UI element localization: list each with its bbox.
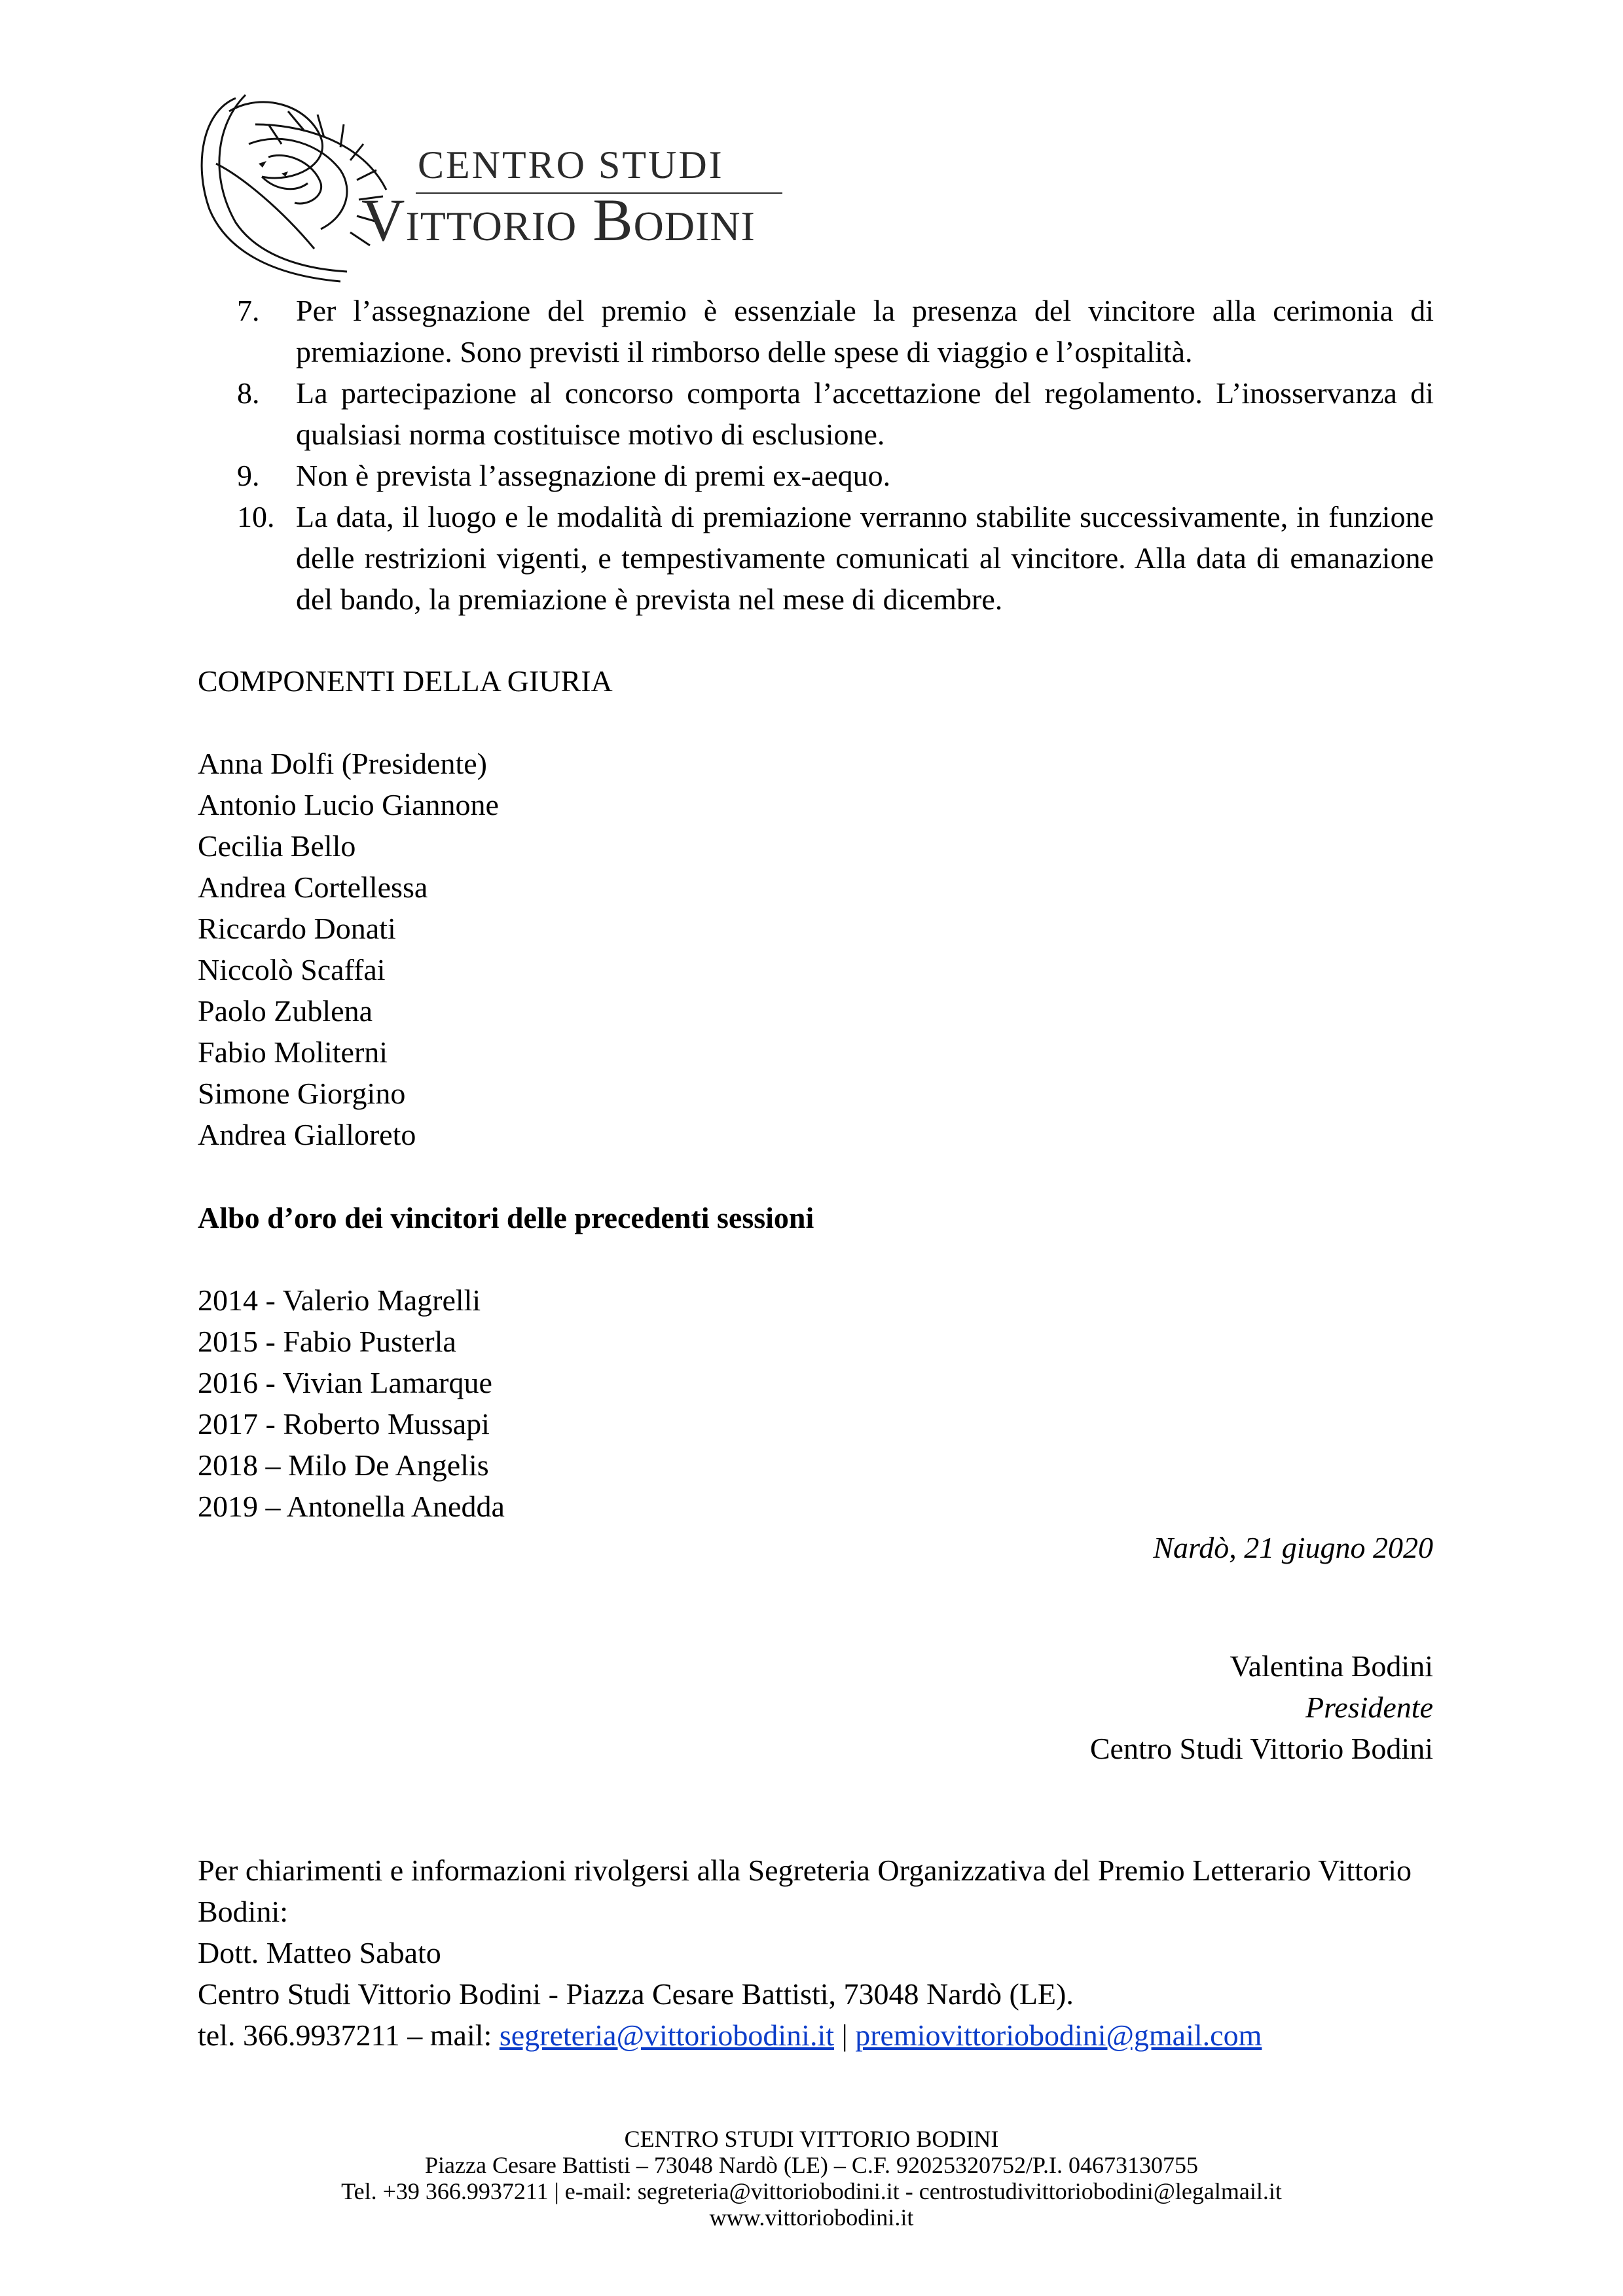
contact-tel: tel. 366.9937211 – mail: — [198, 2018, 500, 2052]
contact-separator: | — [834, 2018, 856, 2052]
contact-intro: Per chiarimenti e informazioni rivolgersi alla Segreteria Organizzativa del Premio Letterario Vittorio Bodini: — [198, 1854, 1412, 1928]
winners-list — [198, 1280, 505, 1527]
signature-role: Presidente — [1305, 1691, 1433, 1724]
contact-address: Centro Studi Vittorio Bodini - Piazza Cesare Battisti, 73048 Nardò (LE). — [198, 1977, 1074, 2011]
page-footer — [0, 2126, 1623, 2231]
rule-number: 10. — [237, 500, 275, 533]
winner-item: 2019 – Antonella Anedda — [198, 1490, 505, 1523]
rule-text: La partecipazione al concorso comporta l’accettazione del regolamento. L’inosservanza di qualsiasi norma costituisce motivo di esclusione. — [296, 376, 1434, 451]
jury-member: Andrea Cortellessa — [198, 870, 428, 904]
rules-list — [198, 290, 1434, 620]
jury-member: Andrea Gialloreto — [198, 1118, 416, 1151]
rule-item — [198, 496, 1434, 620]
rule-item — [198, 372, 1434, 455]
rule-item — [198, 290, 1434, 372]
jury-member: Niccolò Scaffai — [198, 953, 386, 986]
rule-number: 8. — [237, 376, 260, 410]
logo — [190, 85, 779, 288]
jury-member: Anna Dolfi (Presidente) — [198, 747, 487, 780]
rule-item — [198, 455, 1434, 496]
email-link-segreteria[interactable]: segreteria@vittoriobodini.it — [499, 2018, 835, 2052]
jury-member: Paolo Zublena — [198, 994, 373, 1028]
footer-contacts: Tel. +39 366.9937211 | e-mail: segreteria@vittoriobodini.it - centrostudivittoriobodini@legalmail.it — [341, 2178, 1282, 2204]
rule-number: 7. — [237, 294, 260, 327]
jury-member: Cecilia Bello — [198, 829, 356, 863]
jury-list — [198, 743, 499, 1155]
logo-line-centro-studi: CENTRO STUDI — [418, 143, 724, 187]
winner-item: 2018 – Milo De Angelis — [198, 1448, 489, 1482]
signature-org: Centro Studi Vittorio Bodini — [1089, 1732, 1433, 1765]
jury-member: Riccardo Donati — [198, 912, 396, 945]
footer-website: www.vittoriobodini.it — [709, 2204, 914, 2231]
logo-line-vittorio-bodini: Vittorio Bodini — [361, 187, 756, 253]
winner-item: 2017 - Roberto Mussapi — [198, 1407, 490, 1441]
jury-heading: COMPONENTI DELLA GIURIA — [198, 664, 613, 698]
winners-heading: Albo d’oro dei vincitori delle precedenti sessioni — [198, 1201, 814, 1234]
winner-item: 2015 - Fabio Pusterla — [198, 1325, 456, 1358]
rule-text: La data, il luogo e le modalità di premiazione verranno stabilite successivamente, in funzione delle restrizioni vigenti, e tempestivamente comunicati al vincitore. Alla data di emanazione del bando, la premiazione è prevista nel mese di dicembre. — [296, 500, 1434, 616]
signature-name: Valentina Bodini — [1230, 1649, 1433, 1683]
rule-text: Per l’assegnazione del premio è essenziale la presenza del vincitore alla cerimonia di premiazione. Sono previsti il rimborso delle spese di viaggio e l’ospitalità. — [296, 294, 1434, 368]
footer-address: Piazza Cesare Battisti – 73048 Nardò (LE) – C.F. 92025320752/P.I. 04673130755 — [425, 2152, 1198, 2178]
contact-person: Dott. Matteo Sabato — [198, 1936, 441, 1969]
winner-item: 2014 - Valerio Magrelli — [198, 1283, 481, 1317]
email-link-premio[interactable]: premiovittoriobodini@gmail.com — [855, 2018, 1262, 2052]
rule-number: 9. — [237, 459, 260, 492]
jury-member: Fabio Moliterni — [198, 1035, 388, 1069]
rule-text: Non è prevista l’assegnazione di premi ex-aequo. — [296, 459, 891, 492]
contact-tel-mail — [198, 2015, 1442, 2056]
jury-member: Antonio Lucio Giannone — [198, 788, 499, 821]
place-date: Nardò, 21 giugno 2020 — [1153, 1531, 1433, 1564]
contact-block — [198, 1850, 1442, 2056]
jury-member: Simone Giorgino — [198, 1077, 406, 1110]
winner-item: 2016 - Vivian Lamarque — [198, 1366, 492, 1399]
footer-org: CENTRO STUDI VITTORIO BODINI — [624, 2126, 999, 2152]
